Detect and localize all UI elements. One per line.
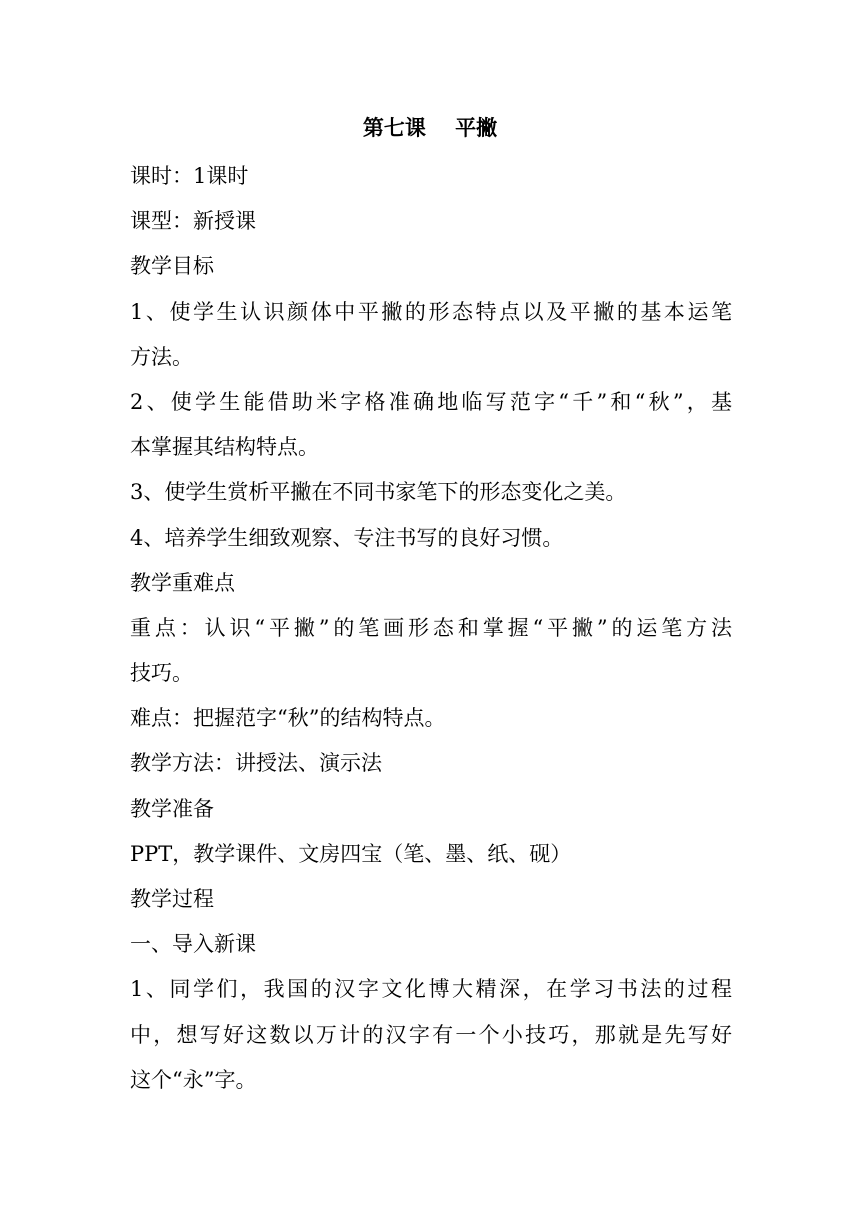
body-line: 3、使学生赏析平撇在不同书家笔下的形态变化之美。 <box>130 480 627 505</box>
body-line: 这个“永”字。 <box>130 1067 257 1092</box>
body-line: 教学重难点 <box>130 570 235 595</box>
body-line: 2、使学生能借助米字格准确地临写范字“千”和“秋”，基 <box>130 389 732 414</box>
body-line: 教学准备 <box>130 796 214 821</box>
body-line: 技巧。 <box>130 661 193 686</box>
body-line: 教学目标 <box>130 254 214 279</box>
body-line: 教学过程 <box>130 887 214 911</box>
body-line: 难点：把握范字“秋”的结构特点。 <box>130 706 446 731</box>
body-line: 一、导入新课 <box>130 932 256 957</box>
body-line: 课型：新授课 <box>130 209 256 234</box>
body-line: PPT，教学课件、文房四宝（笔、墨、纸、砚） <box>130 841 572 866</box>
body-line: 本掌握其结构特点。 <box>130 435 319 460</box>
body-line: 教学方法：讲授法、演示法 <box>130 751 382 776</box>
body-line: 重点：认识“平撇”的笔画形态和掌握“平撇”的运笔方法 <box>130 615 732 640</box>
body-line: 课时：1课时 <box>130 164 249 188</box>
lesson-body <box>130 154 732 1103</box>
body-line: 1、使学生认识颜体中平撇的形态特点以及平撇的基本运笔 <box>130 299 732 324</box>
body-line: 4、培养学生细致观察、专注书写的良好习惯。 <box>130 525 564 550</box>
body-line: 方法。 <box>130 344 193 369</box>
body-line: 中，想写好这数以万计的汉字有一个小技巧，那就是先写好 <box>130 1022 732 1047</box>
body-line: 1、同学们，我国的汉字文化博大精深，在学习书法的过程 <box>130 977 732 1002</box>
lesson-title: 第七课 平撇 <box>362 115 498 140</box>
